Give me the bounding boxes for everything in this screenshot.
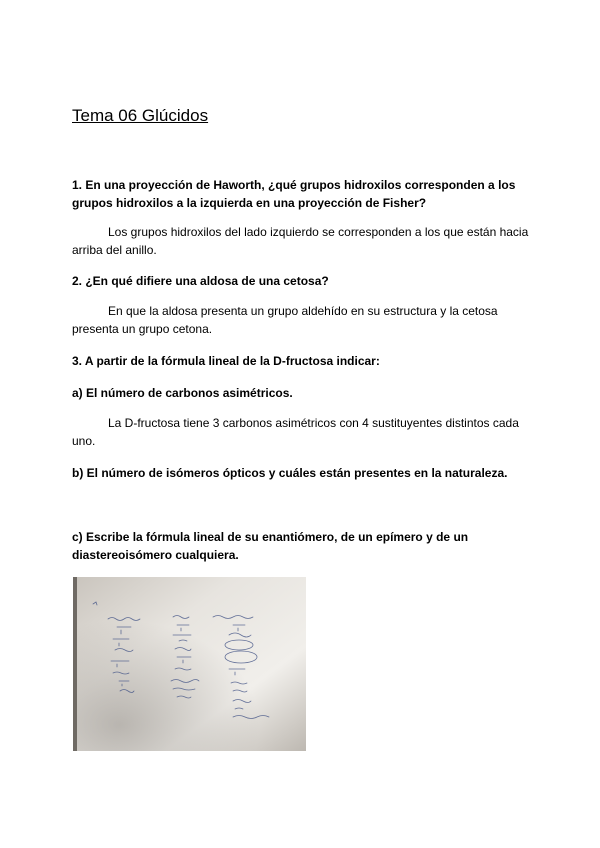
- question-3: 3. A partir de la fórmula lineal de la D-fructosa indicar:: [72, 354, 380, 368]
- page-title: Tema 06 Glúcidos: [72, 106, 209, 125]
- handwritten-formulas-photo: [73, 577, 306, 751]
- question-3b: b) El número de isómeros ópticos y cuáles están presentes en la naturaleza.: [72, 466, 508, 480]
- question-3a: a) El número de carbonos asimétricos.: [72, 386, 293, 400]
- question-2: 2. ¿En qué difiere una aldosa de una cetosa?: [72, 274, 329, 288]
- answer-1: Los grupos hidroxilos del lado izquierdo se corresponden a los que están hacia arriba del anillo.: [72, 225, 529, 257]
- answer-2: En que la aldosa presenta un grupo aldehído en su estructura y la cetosa presenta un grupo cetona.: [72, 304, 498, 336]
- question-3c: c) Escribe la fórmula lineal de su enantiómero, de un epímero y de un diastereoisómero cualquiera.: [72, 530, 469, 562]
- question-1: 1. En una proyección de Haworth, ¿qué grupos hidroxilos corresponden a los grupos hidroxilos a la izquierda en una proyección de Fisher?: [72, 178, 516, 210]
- answer-3a: La D-fructosa tiene 3 carbonos asimétricos con 4 sustituyentes distintos cada uno.: [72, 416, 519, 448]
